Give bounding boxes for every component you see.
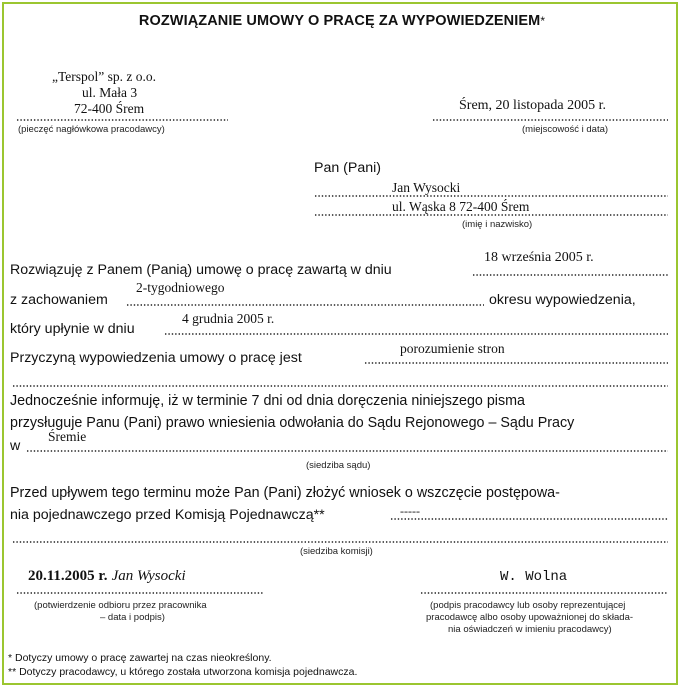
- contract-date-dotted-line: [472, 274, 668, 276]
- conciliation-line1: Przed upływem tego terminu może Pan (Pani) złożyć wniosek o wszczęcie postępowa-: [10, 485, 560, 501]
- place-date-value: Śrem, 20 listopada 2005 r.: [459, 98, 606, 113]
- employer-caption-3: nia oświadczeń w imieniu pracodawcy): [448, 624, 612, 635]
- commission-caption: (siedziba komisji): [300, 546, 373, 557]
- employee-signature-date: 20.11.2005 r.: [28, 568, 108, 584]
- contract-date: 18 września 2005 r.: [484, 250, 594, 265]
- addressee-name: Jan Wysocki: [392, 180, 461, 195]
- place-date-dotted-line: [432, 119, 668, 121]
- reason-continuation-dotted-line: [12, 385, 668, 387]
- commission-dotted-line: [12, 541, 668, 543]
- employer-dotted-line: [16, 119, 228, 121]
- conciliation-line2: nia pojednawczego przed Komisją Pojednawczą**: [10, 507, 325, 523]
- court-dotted-line: [26, 450, 668, 452]
- place-date-caption: (miejscowość i data): [522, 124, 609, 135]
- employer-city: 72-400 Śrem: [74, 101, 145, 116]
- employee-signature-name: Jan Wysocki: [111, 568, 186, 584]
- reason-value: porozumienie stron: [400, 341, 505, 356]
- court-city: Śremie: [48, 429, 87, 444]
- employer-street: ul. Mała 3: [82, 85, 138, 100]
- court-w-label: w: [10, 438, 21, 454]
- end-date: 4 grudnia 2005 r.: [182, 311, 275, 326]
- addressee-label: Pan (Pani): [314, 160, 382, 176]
- notice-period: 2-tygodniowego: [136, 280, 225, 295]
- employer-signature-dotted-line: [420, 592, 668, 594]
- court-caption: (siedziba sądu): [306, 460, 371, 471]
- end-date-dotted-line: [164, 333, 668, 335]
- contract-line3-text: który upłynie w dniu: [10, 321, 135, 337]
- appeal-line2: przysługuje Panu (Pani) prawo wniesienia odwołania do Sądu Rejonowego – Sądu Pracy: [10, 415, 575, 431]
- contract-line1-text: Rozwiązuję z Panem (Panią) umowę o pracę zawartą w dniu: [10, 262, 392, 278]
- addressee-caption: (imię i nazwisko): [462, 219, 533, 230]
- addressee-address: ul. Wąska 8 72-400 Śrem: [392, 199, 530, 214]
- document-frame: [2, 2, 678, 685]
- notice-period-dotted-line: [126, 304, 484, 306]
- employer-caption-1: (podpis pracodawcy lub osoby reprezentującej: [430, 600, 626, 611]
- title-footnote-mark: *: [540, 14, 546, 28]
- employer-caption: (pieczęć nagłówkowa pracodawcy): [18, 124, 165, 135]
- employee-signature: [28, 567, 186, 585]
- appeal-line1: Jednocześnie informuję, iż w terminie 7 dni od dnia doręczenia niniejszego pisma: [10, 393, 525, 409]
- document-title: [4, 13, 680, 29]
- reason-dotted-line: [364, 362, 668, 364]
- footnote-1: * Dotyczy umowy o pracę zawartej na czas nieokreślony.: [8, 652, 272, 664]
- contract-line2-prefix: z zachowaniem: [10, 292, 108, 308]
- title-text: ROZWIĄZANIE UMOWY O PRACĘ ZA WYPOWIEDZENIEM: [138, 13, 541, 29]
- conciliation-dotted-line: [390, 518, 668, 520]
- employer-signature-name: W. Wolna: [500, 569, 568, 585]
- reason-label: Przyczyną wypowiedzenia umowy o pracę jest: [10, 350, 302, 366]
- contract-line2-suffix: okresu wypowiedzenia,: [489, 292, 636, 308]
- employee-caption-1: (potwierdzenie odbioru przez pracownika: [34, 600, 207, 611]
- conciliation-value: -----: [400, 504, 420, 518]
- employee-signature-dotted-line: [16, 592, 264, 594]
- addressee-name-dotted-line: [314, 195, 668, 197]
- footnote-2: ** Dotyczy pracodawcy, u którego została utworzona komisja pojednawcza.: [8, 666, 358, 678]
- employee-caption-2: – data i podpis): [100, 612, 165, 623]
- employer-name: „Terspol” sp. z o.o.: [52, 69, 157, 84]
- employer-caption-2: pracodawcę albo osoby upoważnionej do składa-: [426, 612, 634, 623]
